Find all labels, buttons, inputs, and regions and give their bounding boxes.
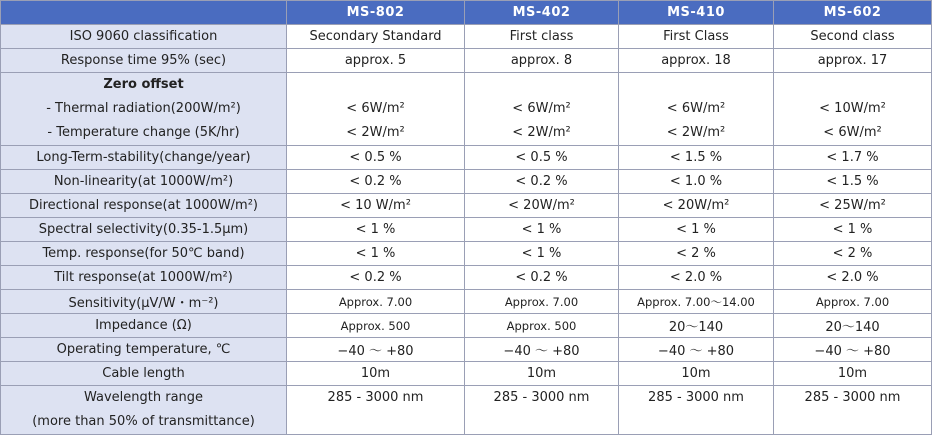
wavelength-note: (more than 50% of transmittance) <box>32 414 255 429</box>
cell: Approx. 7.00 <box>465 290 619 314</box>
cell: 20～140 <box>774 314 932 338</box>
cell-zero-offset <box>287 73 465 146</box>
row-spectral-selectivity <box>1 218 932 242</box>
row-label-wavelength <box>1 386 287 435</box>
row-label: Spectral selectivity(0.35-1.5μm) <box>1 218 287 242</box>
cell: < 25W/m² <box>774 194 932 218</box>
cell-wavelength <box>287 386 465 435</box>
row-non-linearity <box>1 170 932 194</box>
row-operating-temperature <box>1 338 932 362</box>
cell: Approx. 500 <box>287 314 465 338</box>
row-label: Impedance (Ω) <box>1 314 287 338</box>
row-tilt-response <box>1 266 932 290</box>
cell: approx. 5 <box>287 49 465 73</box>
cell: < 6W/m² <box>666 101 726 116</box>
cell: Second class <box>774 25 932 49</box>
zero-offset-title: Zero offset <box>103 77 184 92</box>
cell-zero-offset <box>619 73 774 146</box>
cell: 10m <box>619 362 774 386</box>
row-label-zero-offset <box>1 73 287 146</box>
cell: < 2W/m² <box>346 125 405 140</box>
cell: < 1 % <box>619 218 774 242</box>
cell: First Class <box>619 25 774 49</box>
cell: < 1.0 % <box>619 170 774 194</box>
col-header-ms-802: MS-802 <box>287 1 465 25</box>
cell: Approx. 7.00～14.00 <box>619 290 774 314</box>
cell-zero-offset <box>774 73 932 146</box>
row-directional-response <box>1 194 932 218</box>
col-header-ms-602: MS-602 <box>774 1 932 25</box>
cell: < 1 % <box>465 218 619 242</box>
col-header-ms-410: MS-410 <box>619 1 774 25</box>
row-label: Operating temperature, ℃ <box>1 338 287 362</box>
row-sensitivity <box>1 290 932 314</box>
cell: < 0.2 % <box>465 170 619 194</box>
cell: approx. 17 <box>774 49 932 73</box>
cell: approx. 8 <box>465 49 619 73</box>
cell: < 1 % <box>465 242 619 266</box>
cell: < 6W/m² <box>823 125 882 140</box>
cell: Approx. 7.00 <box>287 290 465 314</box>
col-header-ms-402: MS-402 <box>465 1 619 25</box>
cell: 10m <box>465 362 619 386</box>
cell: Approx. 7.00 <box>774 290 932 314</box>
cell: 10m <box>774 362 932 386</box>
cell-wavelength <box>465 386 619 435</box>
cell: < 2W/m² <box>512 125 571 140</box>
cell-zero-offset <box>465 73 619 146</box>
row-label: ISO 9060 classification <box>1 25 287 49</box>
row-zero-offset <box>1 73 932 146</box>
cell: 285 - 3000 nm <box>648 390 744 405</box>
cell: < 1.5 % <box>619 146 774 170</box>
cell: 285 - 3000 nm <box>327 390 424 405</box>
cell: < 1.5 % <box>774 170 932 194</box>
row-iso-classification <box>1 25 932 49</box>
cell: < 1 % <box>287 242 465 266</box>
cell: < 6W/m² <box>346 101 405 116</box>
cell: < 0.2 % <box>465 266 619 290</box>
cell: < 10W/m² <box>819 101 886 116</box>
row-wavelength-range <box>1 386 932 435</box>
cell: −40 ～ +80 <box>465 338 619 362</box>
cell: < 0.5 % <box>287 146 465 170</box>
cell: < 0.5 % <box>465 146 619 170</box>
row-label: Temp. response(for 50℃ band) <box>1 242 287 266</box>
row-temp-response <box>1 242 932 266</box>
cell: −40 ～ +80 <box>619 338 774 362</box>
header-row <box>1 1 932 25</box>
zero-offset-thermal-label: - Thermal radiation(200W/m²) <box>46 101 241 116</box>
row-cable-length <box>1 362 932 386</box>
row-response-time <box>1 49 932 73</box>
row-label: Long-Term-stability(change/year) <box>1 146 287 170</box>
cell: Approx. 500 <box>465 314 619 338</box>
cell: 285 - 3000 nm <box>804 390 901 405</box>
row-label: Response time 95% (sec) <box>1 49 287 73</box>
corner-cell <box>1 1 287 25</box>
cell: < 2.0 % <box>774 266 932 290</box>
cell: approx. 18 <box>619 49 774 73</box>
cell-wavelength <box>619 386 774 435</box>
cell: < 1 % <box>287 218 465 242</box>
cell: Secondary Standard <box>287 25 465 49</box>
cell: < 20W/m² <box>619 194 774 218</box>
cell: First class <box>465 25 619 49</box>
cell: 20～140 <box>619 314 774 338</box>
cell: < 2 % <box>774 242 932 266</box>
row-label: Non-linearity(at 1000W/m²) <box>1 170 287 194</box>
cell: < 2 % <box>619 242 774 266</box>
cell: 285 - 3000 nm <box>493 390 590 405</box>
row-label: Tilt response(at 1000W/m²) <box>1 266 287 290</box>
cell: −40 ～ +80 <box>774 338 932 362</box>
row-impedance <box>1 314 932 338</box>
cell: < 0.2 % <box>287 170 465 194</box>
cell: < 1.7 % <box>774 146 932 170</box>
cell: < 2W/m² <box>666 125 726 140</box>
cell: < 6W/m² <box>512 101 571 116</box>
cell-wavelength <box>774 386 932 435</box>
zero-offset-temp-label: - Temperature change (5K/hr) <box>47 125 240 140</box>
row-label: Sensitivity(μV/W・m⁻²) <box>1 290 287 314</box>
cell: −40 ～ +80 <box>287 338 465 362</box>
cell: < 2.0 % <box>619 266 774 290</box>
cell: < 10 W/m² <box>287 194 465 218</box>
row-label: Cable length <box>1 362 287 386</box>
cell: < 20W/m² <box>465 194 619 218</box>
cell: < 1 % <box>774 218 932 242</box>
cell: 10m <box>287 362 465 386</box>
row-long-term-stability <box>1 146 932 170</box>
cell: < 0.2 % <box>287 266 465 290</box>
row-label: Directional response(at 1000W/m²) <box>1 194 287 218</box>
wavelength-label: Wavelength range <box>83 390 204 405</box>
